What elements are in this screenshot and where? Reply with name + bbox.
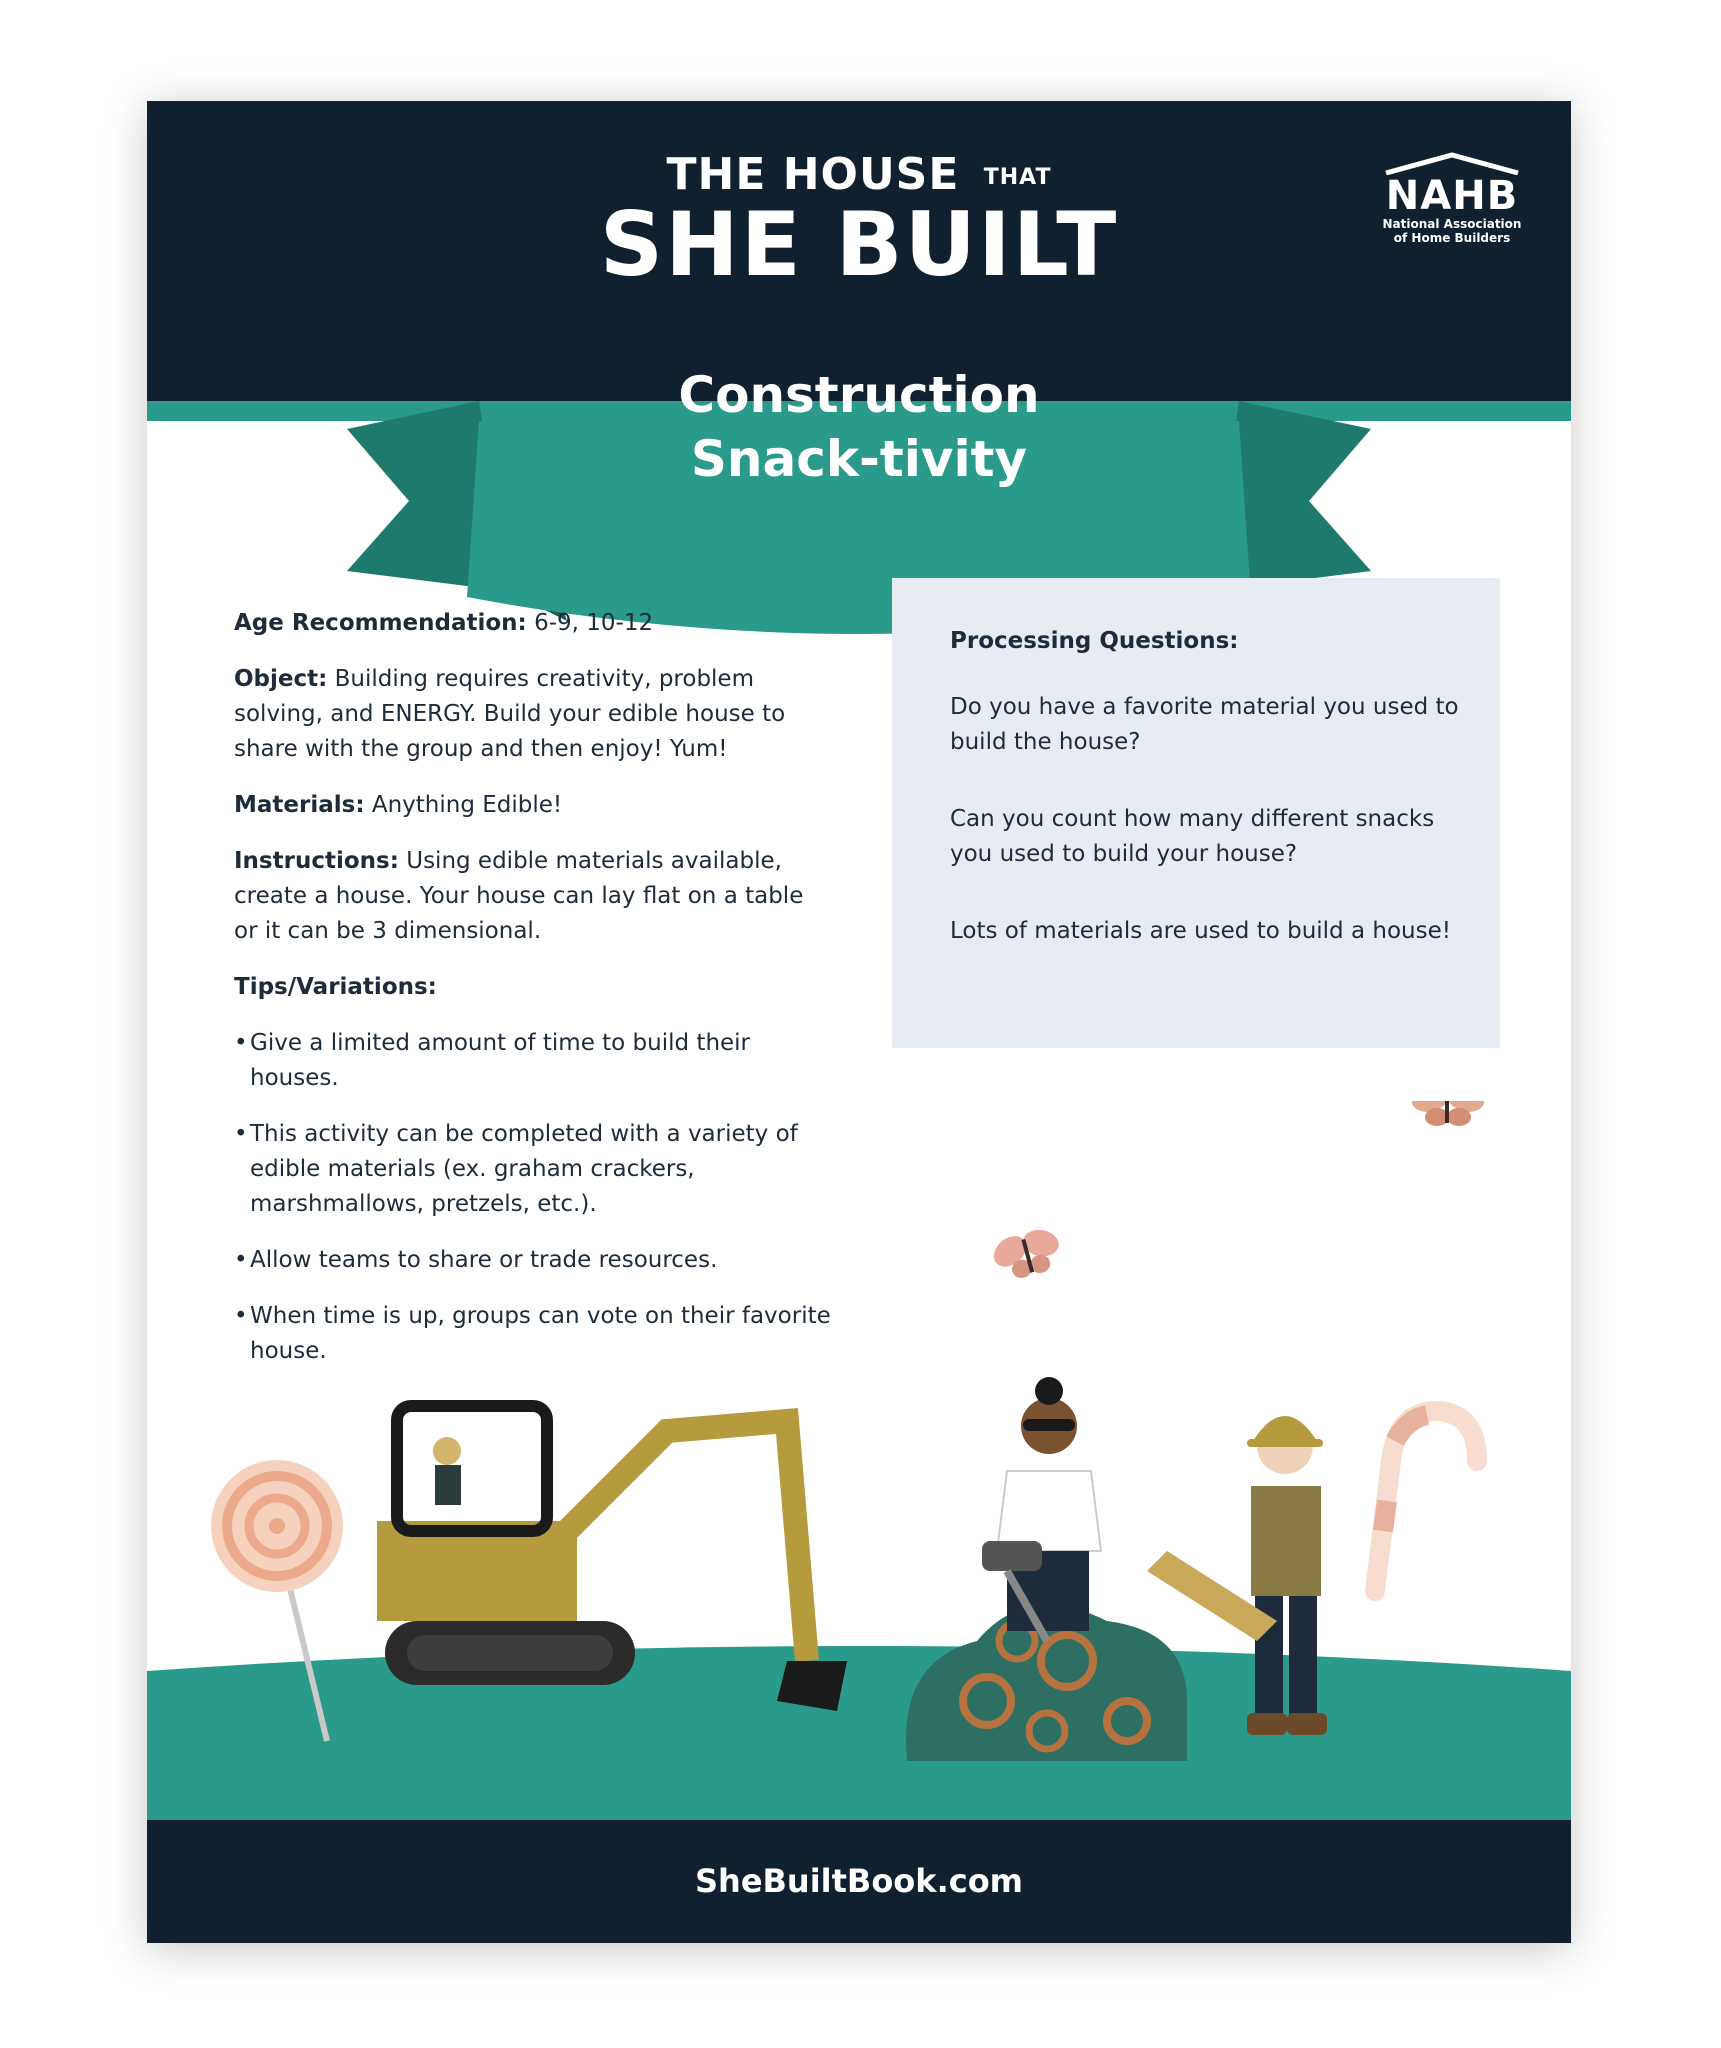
activity-title bbox=[147, 363, 1571, 491]
age-value: 6-9, 10-12 bbox=[526, 610, 654, 636]
object-label: Object: bbox=[234, 666, 328, 692]
nahb-subtitle-1: National Association bbox=[1382, 217, 1522, 231]
instructions-label: Instructions: bbox=[234, 848, 399, 874]
nahb-subtitle-2: of Home Builders bbox=[1393, 231, 1511, 245]
instructions-paragraph bbox=[234, 844, 834, 949]
list-item: • When time is up, groups can vote on their favorite house. bbox=[234, 1299, 834, 1369]
list-item: • This activity can be completed with a variety of edible materials (ex. graham crackers, marshmallows, pretzels, etc.). bbox=[234, 1117, 834, 1222]
construction-illustration bbox=[147, 1101, 1571, 1821]
age-label: Age Recommendation: bbox=[234, 610, 527, 636]
nahb-name: NAHB bbox=[1385, 173, 1519, 219]
list-item: • Allow teams to share or trade resources. bbox=[234, 1243, 834, 1278]
nahb-logo bbox=[1372, 151, 1532, 245]
grass-ground bbox=[147, 1646, 1571, 1821]
logo-title-that: THAT bbox=[983, 164, 1052, 190]
list-item: • Give a limited amount of time to build their houses. bbox=[234, 1026, 834, 1096]
footer-bar bbox=[147, 1820, 1571, 1943]
object-paragraph bbox=[234, 662, 834, 767]
processing-questions-title: Processing Questions: bbox=[950, 628, 1239, 654]
logo-title-she-built: SHE BUILT bbox=[599, 193, 1119, 296]
materials-label: Materials: bbox=[234, 792, 365, 818]
question-item: Lots of materials are used to build a house! bbox=[950, 918, 1451, 944]
candy-cane-icon bbox=[1375, 1411, 1477, 1591]
activity-title-line2: Snack-tivity bbox=[690, 430, 1028, 488]
processing-questions-box bbox=[892, 578, 1500, 1048]
age-recommendation bbox=[234, 606, 834, 641]
materials-value: Anything Edible! bbox=[364, 792, 563, 818]
website-link[interactable]: SheBuiltBook.com bbox=[694, 1862, 1024, 1900]
butterfly-icon bbox=[1407, 1101, 1488, 1126]
worker-with-chainsaw-icon bbox=[982, 1377, 1101, 1641]
materials-paragraph bbox=[234, 788, 834, 823]
house-roof-icon bbox=[1382, 151, 1522, 175]
question-item: Can you count how many different snacks you used to build your house? bbox=[950, 806, 1435, 867]
butterfly-icon bbox=[984, 1219, 1070, 1285]
question-item: Do you have a favorite material you used to build the house? bbox=[950, 694, 1459, 755]
tips-label: Tips/Variations: bbox=[234, 974, 437, 1000]
instructions-value: Using edible materials available, create a house. Your house can lay flat on a table or it can be 3 dimensional. bbox=[234, 848, 804, 944]
activity-sheet bbox=[147, 101, 1571, 1943]
object-value: Building requires creativity, problem solving, and ENERGY. Build your edible house to share with the group and then enjoy! Yum! bbox=[234, 666, 786, 762]
tips-heading bbox=[234, 970, 834, 1005]
logo-title-house: THE HOUSE bbox=[666, 149, 960, 200]
activity-title-line1: Construction bbox=[678, 366, 1040, 424]
